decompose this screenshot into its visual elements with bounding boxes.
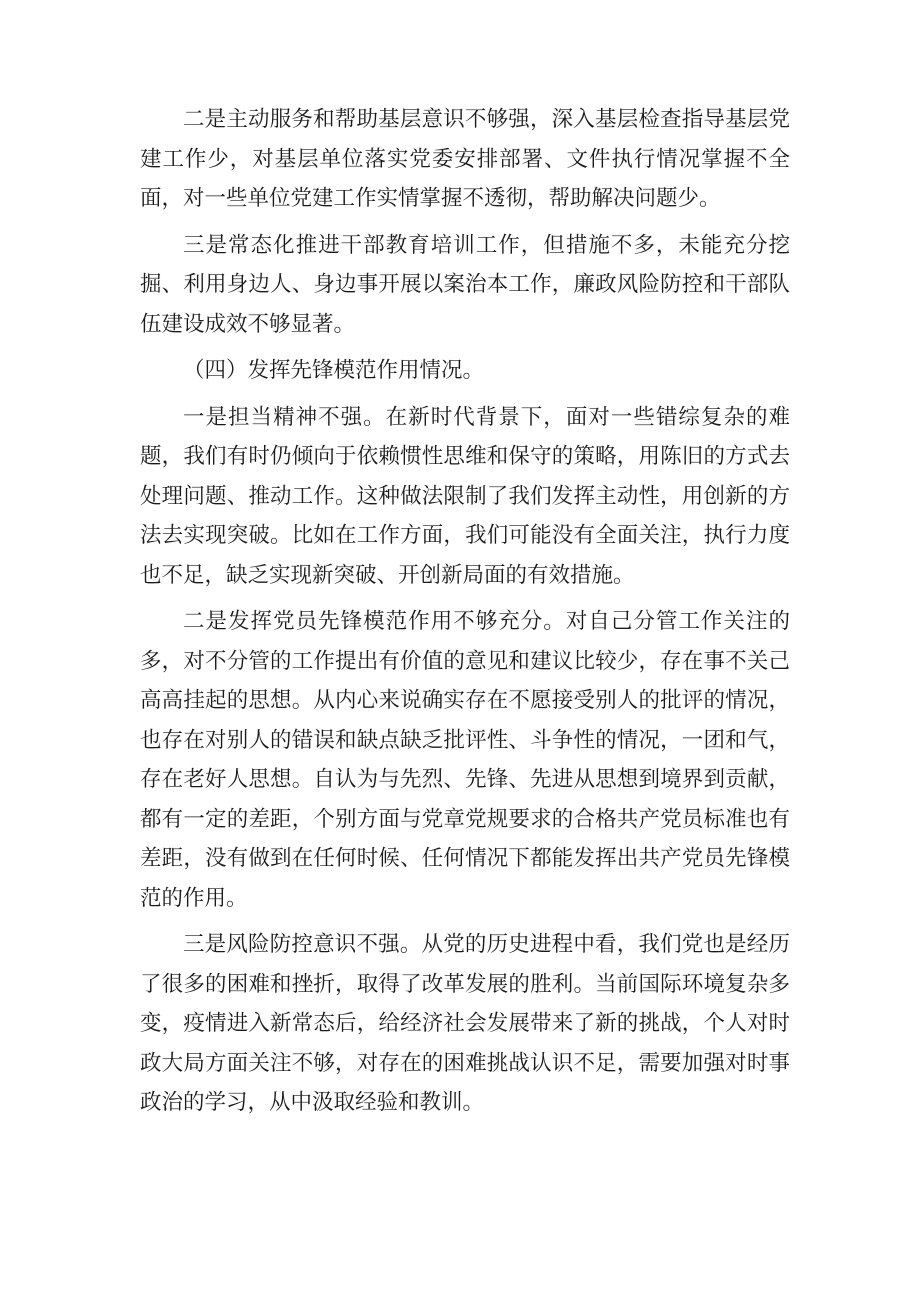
- paragraph-grassroots-service: 二是主动服务和帮助基层意识不够强，深入基层检查指导基层党建工作少，对基层单位落实党委安排部署、文件执行情况掌握不全面，对一些单位党建工作实情掌握不透彻，帮助解决问题少。: [140, 107, 790, 211]
- paragraph-cadre-training: 三是常态化推进干部教育培训工作，但措施不多，未能充分挖掘、利用身边人、身边事开展以案治本工作，廉政风险防控和干部队伍建设成效不够显著。: [140, 232, 790, 337]
- paragraph-party-member-role: 二是发挥党员先锋模范作用不够充分。对自己分管工作关注的多，对不分管的工作提出有价值的意见和建议比较少，存在事不关己高高挂起的思想。从内心来说确实存在不愿接受别人的批评的情况，也存在对别人的错误和缺点缺乏批评性、斗争性的情况，一团和气，存在老好人思想。自认为与先烈、先锋、先进从思想到境界到贡献，都有一定的差距，个别方面与党章党规要求的合格共产党员标准也有差距，没有做到在任何时候、任何情况下都能发挥出共产党员先锋模范的作用。: [140, 609, 790, 911]
- section-heading-vanguard-role: （四）发挥先锋模范作用情况。: [183, 358, 485, 383]
- document-body: [140, 100, 790, 1130]
- paragraph-responsibility-spirit: 一是担当精神不强。在新时代背景下，面对一些错综复杂的难题，我们有时仍倾向于依赖惯性思维和保守的策略，用陈旧的方式去处理问题、推动工作。这种做法限制了我们发挥主动性，用创新的方法去实现突破。比如在工作方面，我们可能没有全面关注，执行力度也不足，缺乏实现新突破、开创新局面的有效措施。: [140, 404, 790, 588]
- paragraph-risk-awareness: 三是风险防控意识不强。从党的历史进程中看，我们党也是经历了很多的困难和挫折，取得了改革发展的胜利。当前国际环境复杂多变，疫情进入新常态后，给经济社会发展带来了新的挑战，个人对时政大局方面关注不够，对存在的困难挑战认识不足，需要加强对时事政治的学习，从中汲取经验和教训。: [140, 932, 790, 1115]
